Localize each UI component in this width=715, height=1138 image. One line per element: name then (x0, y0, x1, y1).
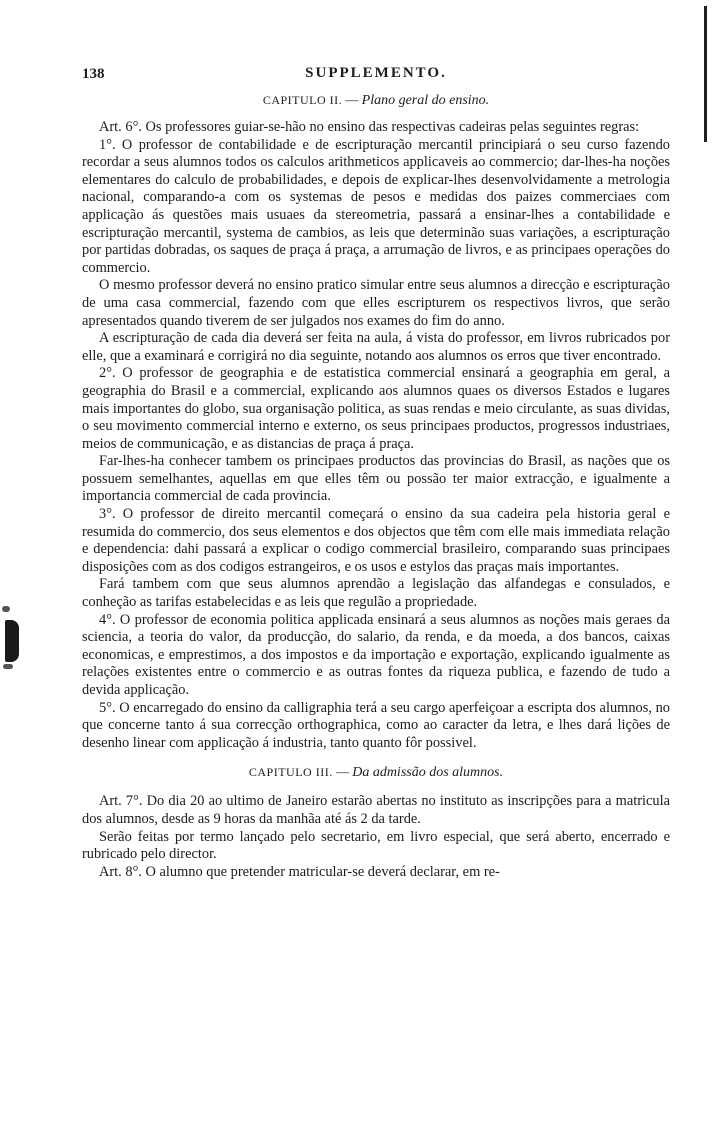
page-smudge (2, 606, 10, 612)
paragraph: Far-lhes-ha conhecer tambem os principaes productos das provincias do Brasil, as nações que os possuem semelhantes, aquellas em que elles têm ou possão ter maior extracção, e igualmente a importancia commercial de cada provincia. (82, 453, 670, 505)
document-page (82, 62, 670, 881)
page-smudge (3, 664, 13, 669)
chapter-2-body (82, 119, 670, 752)
paragraph: 2°. O professor de geographia e de estatistica commercial ensinará a geographia em geral, a geographia do Brasil e a commercial, explicando aos alumnos quaes os diversos Estados e lugares mais importantes do globo, sua organisação politica, as suas rendas e meio circulante, as suas dividas, o seu movimento commercial interno e externo, os seus principaes productos, progressos industriaes, meios de communicação, e as distancias de praça á praça. (82, 365, 670, 452)
paragraph: Fará tambem com que seus alumnos aprendão a legislação das alfandegas e consulados, e conheção as tarifas estabelecidas e as leis que regulão a propriedade. (82, 576, 670, 611)
paragraph: Art. 8°. O alumno que pretender matricular-se deverá declarar, em re- (99, 863, 500, 880)
paragraph: 5°. O encarregado do ensino da calligraphia terá a seu cargo aperfeiçoar a escripta dos alumnos, no que concerne tanto á sua correcção orthographica, como ao caracter da letra, e lhes dará lições de desenho linear com applicação á industria, tanto quanto fôr possivel. (82, 699, 670, 751)
page-header (82, 62, 670, 86)
chapter-label: CAPITULO III. (248, 765, 333, 780)
paragraph: 1°. O professor de contabilidade e de escripturação mercantil principiará o seu curso fazendo recordar a seus alumnos todos os calculos arithmeticos applicaveis ao commercio; dar-lhes-ha noções elementares do calculo de probabilidades, e depois de explicar-lhes desenvolvidamente a metrologia nacional, comparando-a com os systemas de pesos e medidas dos paizes commerciaes com applicação ás questões mais usuaes da stereometria, passará a ensinar-lhes a contabilidade e escripturação mercantil, systema de cambios, as leis que determinão suas variações, a escripturação por partidas dobradas, os saques de praça á praça, a arrumação de livros, e as principaes operações do commercio. (82, 136, 670, 276)
running-title: SUPPLEMENTO. (305, 65, 447, 81)
paragraph: 3°. O professor de direito mercantil começará o ensino da sua cadeira pela historia geral e resumida do commercio, dos seus elementos e dos objectos que têm com elle mais immediata relação e dependencia: dahi passará a explicar o codigo commercial brasileiro, comparando suas principaes disposições com as dos codigos estrangeiros, e os usos e estylos das praças mais importantes. (82, 506, 670, 575)
paragraph: Art. 7°. Do dia 20 ao ultimo de Janeiro estarão abertas no instituto as inscripções para a matricula dos alumnos, desde as 9 horas da manhãa até ás 2 da tarde. (82, 793, 670, 827)
paragraph: Art. 6°. Os professores guiar-se-hão no ensino das respectivas cadeiras pelas seguintes regras: (99, 119, 640, 135)
paragraph: Serão feitas por termo lançado pelo secretario, em livro especial, que será aberto, encerrado e rubricado pelo director. (82, 828, 670, 863)
chapter-heading: CAPITULO II. — Plano geral do ensino. (262, 92, 490, 108)
page-number: 138 (82, 66, 105, 82)
paragraph: 4°. O professor de economia politica applicada ensinará a seus alumnos as noções mais geraes da sciencia, a teoria do valor, da producção, do salario, da renda, e da moeda, a dos bancos, caixas economicas, e emprestimos, a dos impostos e da importação e exportação, explicando igualmente as relações existentes entre o commercio e as outras fontes da riqueza publica, e fazendo de tudo a devida applicação. (82, 611, 670, 698)
chapter-heading: CAPITULO III. — Da admissão dos alumnos. (248, 764, 504, 781)
paragraph: A escripturação de cada dia deverá ser feita na aula, á vista do professor, em livros rubricados por elle, que a examinará e corrigirá no dia seguinte, notando aos alumnos os erros que tiver encontrado. (82, 330, 670, 364)
chapter-title: Da admissão dos alumnos. (352, 765, 504, 781)
chapter-title: Plano geral do ensino. (361, 93, 490, 108)
paragraph: O mesmo professor deverá no ensino pratico simular entre seus alumnos a direcção e escripturação de uma casa commercial, fazendo com que elles escripturem os respectivos livros, que serão apresentados quando tiverem de ser julgados nos exames do fim do anno. (82, 277, 670, 329)
chapter-label: CAPITULO II. (262, 93, 343, 107)
binding-mark (5, 620, 19, 662)
margin-rule (704, 6, 707, 142)
chapter-3-body (82, 793, 670, 881)
